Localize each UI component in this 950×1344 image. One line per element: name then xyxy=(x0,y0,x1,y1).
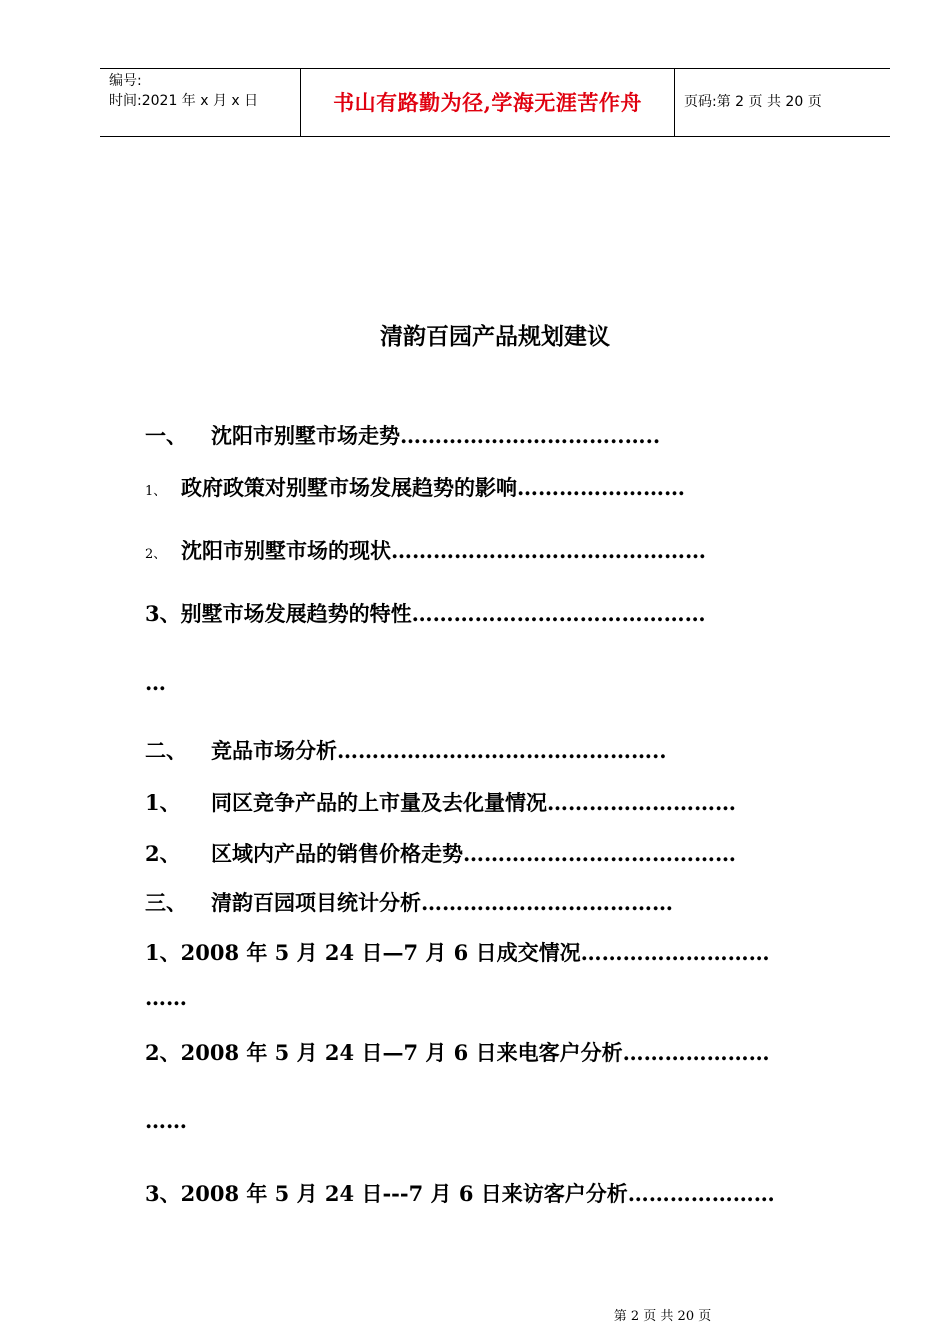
toc-line-number: 二、 xyxy=(145,738,187,763)
toc-line xyxy=(145,985,187,1010)
toc-line-text: … xyxy=(145,670,166,695)
toc-line xyxy=(145,420,660,450)
toc-line-text: 3、别墅市场发展趋势的特性…………………………………… xyxy=(145,601,706,626)
toc-line-text: 清韵百园项目统计分析……………………………… xyxy=(211,890,673,915)
header-page-label: 页码:第 2 页 共 20 页 xyxy=(684,94,822,110)
toc-line xyxy=(145,937,770,967)
toc-line xyxy=(145,887,673,917)
header-number-label: 编号: xyxy=(109,73,142,89)
toc-line xyxy=(145,787,736,817)
toc-line xyxy=(145,735,667,765)
toc-line xyxy=(145,838,736,868)
toc-line-number: 1、 xyxy=(145,484,167,499)
toc-line-number: 2、 xyxy=(145,547,167,562)
header-meta xyxy=(100,69,301,136)
toc-line-text: 沈阳市别墅市场走势…………………………..….. xyxy=(211,423,661,448)
toc-line-text: 2、2008 年 5 月 24 日—7 月 6 日来电客户分析………………… xyxy=(145,1040,770,1065)
toc-line-number: 一、 xyxy=(145,423,187,448)
header-time-label: 时间:2021 年 x 月 x 日 xyxy=(109,93,259,109)
toc-line xyxy=(145,670,166,695)
page-footer: 第 2 页 共 20 页 xyxy=(613,1309,712,1324)
toc-line-text: …… xyxy=(145,1108,187,1133)
toc-line-text: 3、2008 年 5 月 24 日---7 月 6 日来访客户分析………………… xyxy=(145,1181,775,1206)
toc-line xyxy=(145,598,706,628)
toc-line xyxy=(145,472,685,502)
page-header xyxy=(100,68,890,137)
toc-line-number: 三、 xyxy=(145,890,187,915)
toc-line-text: 沈阳市别墅市场的现状……………………………………… xyxy=(181,538,706,563)
toc-line-text: …… xyxy=(145,985,187,1010)
header-motto: 书山有路勤为径,学海无涯苦作舟 xyxy=(301,69,675,136)
toc-line-text: 1、2008 年 5 月 24 日—7 月 6 日成交情况……………………… xyxy=(145,940,770,965)
toc-line-text: 同区竞争产品的上市量及去化量情况……………………… xyxy=(211,790,736,815)
toc-line xyxy=(145,535,706,565)
toc-line xyxy=(145,1037,770,1067)
toc-line xyxy=(145,1178,775,1208)
document-title: 清韵百园产品规划建议 xyxy=(380,323,610,350)
toc-line-text: 区域内产品的销售价格走势………………………………… xyxy=(211,841,736,866)
toc-line-text: 政府政策对别墅市场发展趋势的影响…………………… xyxy=(181,475,685,500)
toc-line-number: 1、 xyxy=(145,790,181,815)
toc-line-number: 2、 xyxy=(145,841,181,866)
toc-line xyxy=(145,1108,187,1133)
toc-line-text: 竞品市场分析……………………………………….. xyxy=(211,738,667,763)
